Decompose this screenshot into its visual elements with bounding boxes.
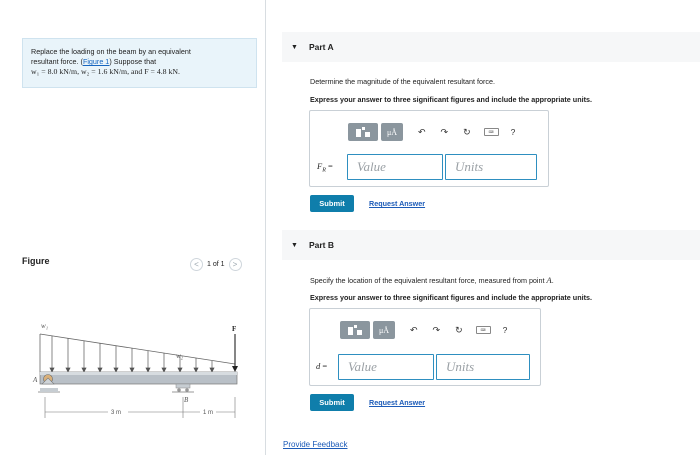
units-symbol-button[interactable]: μÅ xyxy=(373,321,395,339)
template-grid-icon xyxy=(355,126,371,138)
templates-button[interactable] xyxy=(340,321,370,339)
part-b-toolbar xyxy=(340,321,507,339)
var-sub-r: R xyxy=(322,167,326,174)
part-b-answer-box xyxy=(309,308,541,386)
part-a-request-answer-link[interactable]: Request Answer xyxy=(369,199,426,208)
figure-pager-label: 1 of 1 xyxy=(207,261,225,268)
part-b-submit-button[interactable]: Submit xyxy=(310,394,354,411)
collapse-triangle-icon[interactable]: ▼ xyxy=(291,43,298,51)
part-a-answer-box xyxy=(309,110,549,187)
dim-3m: 3 m xyxy=(111,410,122,416)
part-a-value-input[interactable]: Value xyxy=(347,154,443,180)
part-a-var-label xyxy=(317,161,333,174)
part-a-submit-button[interactable]: Submit xyxy=(310,195,354,212)
figure-title: Figure xyxy=(22,256,50,266)
equals-sign: = xyxy=(328,161,333,171)
problem-text-line-1: Replace the loading on the beam by an equivalent xyxy=(31,47,191,56)
problem-text-2b: ) Suppose that xyxy=(109,57,157,66)
part-b-units-input[interactable]: Units xyxy=(436,354,530,380)
problem-math-line: w₁ = 8.0 kN/m, w₂ = 1.6 kN/m, and F = 4.8 kN. xyxy=(31,67,181,76)
var-d: d xyxy=(316,361,321,371)
part-b-question-var: A xyxy=(546,275,552,285)
units-symbol-button[interactable]: μÅ xyxy=(381,123,403,141)
figure-pager xyxy=(190,258,242,271)
redo-icon[interactable]: ↷ xyxy=(432,324,441,335)
part-b-question-end: . xyxy=(551,276,554,285)
reset-icon[interactable]: ↻ xyxy=(463,126,471,137)
part-b-question xyxy=(310,275,554,285)
provide-feedback-link[interactable]: Provide Feedback xyxy=(283,440,348,449)
help-icon[interactable]: ? xyxy=(502,325,508,335)
part-b-var-label xyxy=(316,361,327,371)
keyboard-icon[interactable]: ⌨ xyxy=(476,326,491,334)
part-a-instruction: Express your answer to three significant figures and include the appropriate units. xyxy=(310,95,592,104)
part-a-toolbar xyxy=(348,123,515,141)
problem-text-2a: resultant force. ( xyxy=(31,57,83,66)
part-b-request-answer-link[interactable]: Request Answer xyxy=(369,398,426,407)
var-f: F xyxy=(317,161,323,171)
keyboard-icon[interactable]: ⌨ xyxy=(484,128,499,136)
undo-icon[interactable]: ↶ xyxy=(410,324,418,335)
help-icon[interactable]: ? xyxy=(510,127,516,137)
part-b-value-input[interactable]: Value xyxy=(338,354,434,380)
beam-figure xyxy=(30,312,245,422)
part-a-header[interactable] xyxy=(282,32,700,62)
prev-figure-button[interactable]: < xyxy=(190,258,203,271)
undo-icon[interactable]: ↶ xyxy=(418,126,426,137)
next-figure-button[interactable]: > xyxy=(229,258,242,271)
collapse-triangle-icon[interactable]: ▼ xyxy=(291,241,298,249)
reset-icon[interactable]: ↻ xyxy=(455,324,463,335)
part-b-title: Part B xyxy=(308,240,334,250)
dim-1m: 1 m xyxy=(203,410,214,416)
label-w1: w₁ xyxy=(41,322,49,330)
part-a-question: Determine the magnitude of the equivalent resultant force. xyxy=(310,77,495,86)
column-divider xyxy=(265,0,266,455)
label-b: B xyxy=(184,396,189,404)
part-a-title: Part A xyxy=(308,42,334,52)
templates-button[interactable] xyxy=(348,123,378,141)
label-w2: w₂ xyxy=(176,352,184,360)
label-f: F xyxy=(232,325,237,333)
label-a: A xyxy=(33,376,38,384)
part-a-units-input[interactable]: Units xyxy=(445,154,537,180)
problem-statement xyxy=(22,38,257,88)
problem-text-line-2 xyxy=(31,57,248,67)
redo-icon[interactable]: ↷ xyxy=(440,126,449,137)
template-grid-icon xyxy=(347,324,363,336)
part-b-header[interactable] xyxy=(282,230,700,260)
part-b-question-text: Specify the location of the equivalent resultant force, measured from point xyxy=(310,276,547,285)
part-b-instruction: Express your answer to three significant figures and include the appropriate units. xyxy=(310,293,592,302)
figure-link[interactable]: Figure 1 xyxy=(82,57,110,66)
equals-sign: = xyxy=(322,361,328,371)
